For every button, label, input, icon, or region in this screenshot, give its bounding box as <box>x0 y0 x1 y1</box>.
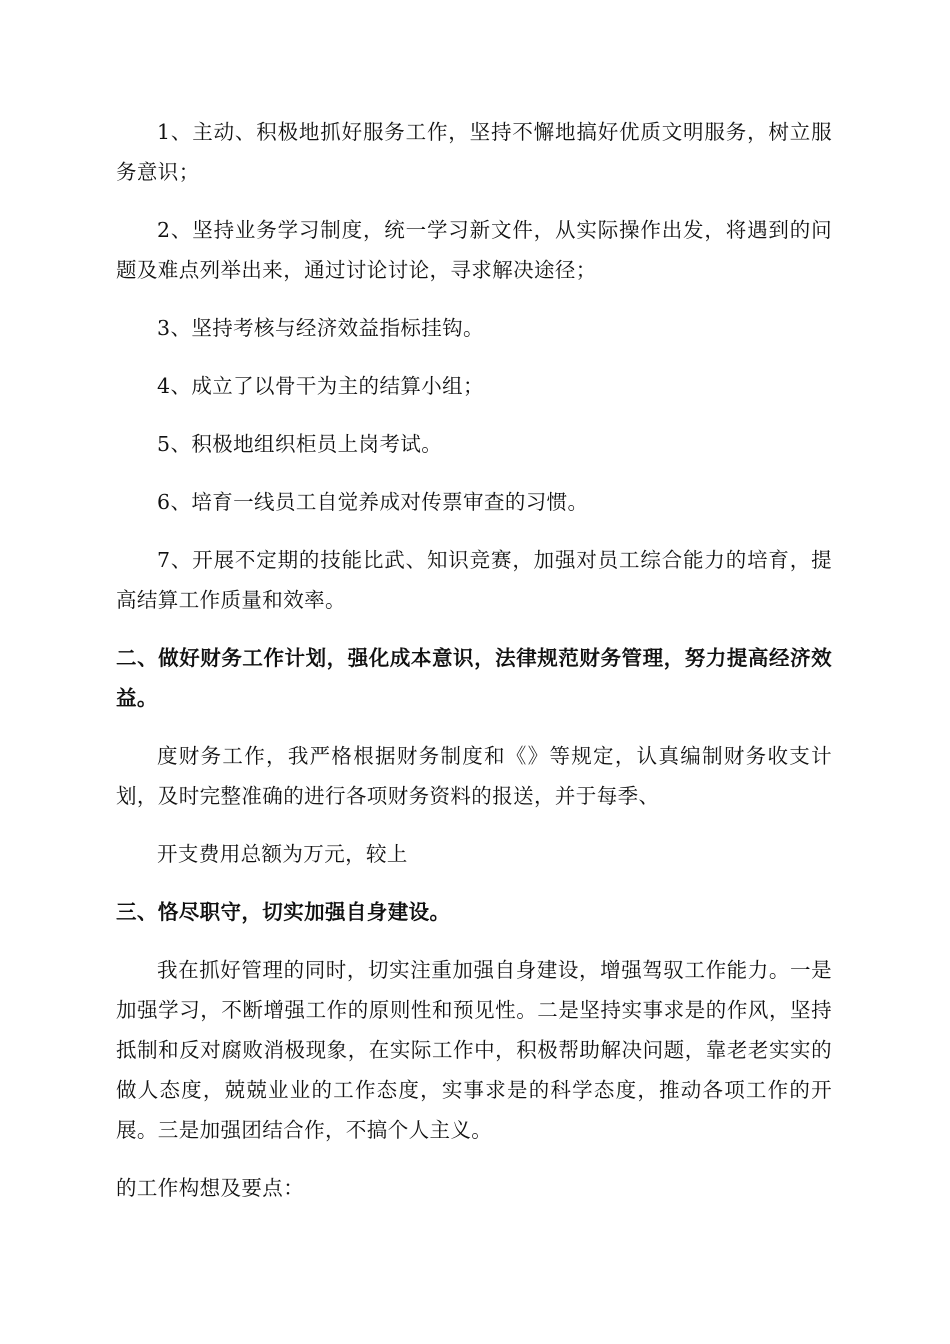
finance-paragraph-1: 度财务工作，我严格根据财务制度和《》等规定，认真编制财务收支计划，及时完整准确的进行各项财务资料的报送，并于每季、 <box>116 744 832 808</box>
self-building-paragraph: 我在抓好管理的同时，切实注重加强自身建设，增强驾驭工作能力。一是加强学习，不断增强工作的原则性和预见性。二是坚持实事求是的作风，坚持抵制和反对腐败消极现象，在实际工作中，积极帮助解决问题，靠老老实实的做人态度，兢兢业业的工作态度，实事求是的科学态度，推动各项工作的开展。三是加强团结合作，不搞个人主义。 <box>116 958 832 1142</box>
document-body <box>116 112 832 1226</box>
list-item-6: 6、培育一线员工自觉养成对传票审查的习惯。 <box>157 490 589 514</box>
list-item-4: 4、成立了以骨干为主的结算小组； <box>157 374 484 398</box>
list-item-2: 2、坚持业务学习制度，统一学习新文件，从实际操作出发，将遇到的问题及难点列举出来，通过讨论讨论，寻求解决途径； <box>116 218 832 282</box>
list-item-7: 7、开展不定期的技能比武、知识竞赛，加强对员工综合能力的培育，提高结算工作质量和效率。 <box>116 548 832 612</box>
list-item-1: 1、主动、积极地抓好服务工作，坚持不懈地搞好优质文明服务，树立服务意识； <box>116 120 832 184</box>
section-heading-3: 三、恪尽职守，切实加强自身建设。 <box>116 900 451 924</box>
list-item-5: 5、积极地组织柜员上岗考试。 <box>157 432 443 456</box>
closing-line: 的工作构想及要点： <box>116 1176 305 1200</box>
finance-paragraph-2: 开支费用总额为万元，较上 <box>157 842 408 866</box>
list-item-3: 3、坚持考核与经济效益指标挂钩。 <box>157 316 484 340</box>
section-heading-2: 二、做好财务工作计划，强化成本意识，法律规范财务管理，努力提高经济效益。 <box>116 646 832 710</box>
